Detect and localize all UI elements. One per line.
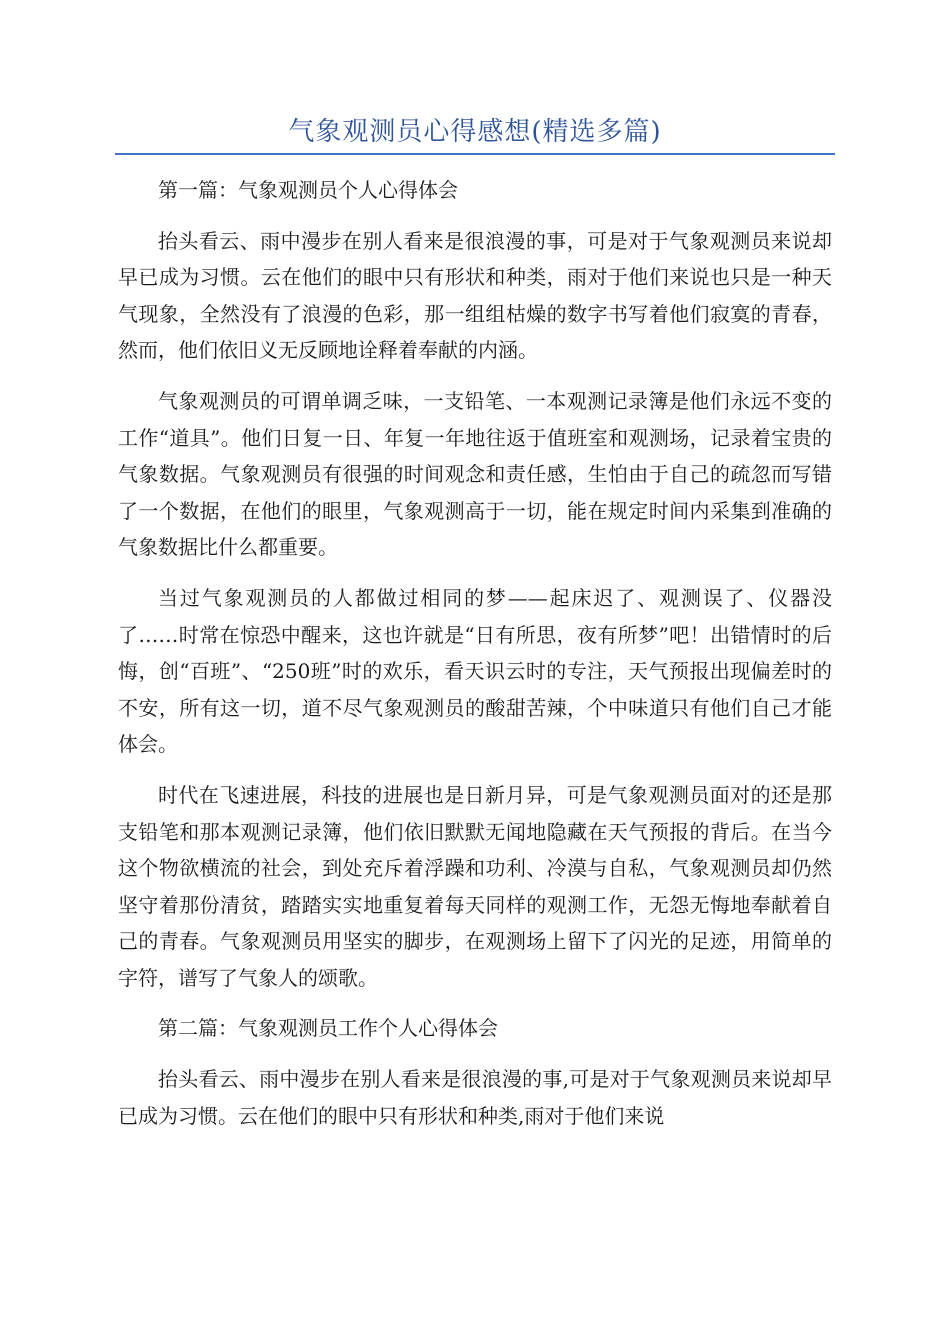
paragraph: 抬头看云、雨中漫步在别人看来是很浪漫的事,可是对于气象观测员来说却早已成为习惯。云在他们的眼中只有形状和种类,雨对于他们来说: [118, 1067, 832, 1128]
section-heading-1: 第一篇：气象观测员个人心得体会: [158, 178, 458, 202]
document-title: 气象观测员心得感想(精选多篇): [288, 117, 662, 147]
paragraph: 抬头看云、雨中漫步在别人看来是很浪漫的事，可是对于气象观测员来说却早已成为习惯。云在他们的眼中只有形状和种类，雨对于他们来说也只是一种天气现象，全然没有了浪漫的色彩，那一组组枯燥的数字书写着他们寂寞的青春，然而，他们依旧义无反顾地诠释着奉献的内涵。: [118, 228, 832, 363]
paragraph: 当过气象观测员的人都做过相同的梦——起床迟了、观测误了、仪器没了……时常在惊恐中醒来，这也许就是“日有所思，夜有所梦”吧！出错情时的后悔，创“百班”、“250班”时的欢乐，看天识云时的专注，天气预报出现偏差时的不安，所有这一切，道不尽气象观测员的酸甜苦辣，个中味道只有他们自己才能体会。: [118, 585, 832, 757]
document-body: [118, 172, 832, 1148]
section-heading-2: 第二篇：气象观测员工作个人心得体会: [158, 1016, 498, 1041]
title-underline: [115, 153, 835, 155]
paragraph: 气象观测员的可谓单调乏味，一支铅笔、一本观测记录簿是他们永远不变的工作“道具”。他们日复一日、年复一年地往返于值班室和观测场，记录着宝贵的气象数据。气象观测员有很强的时间观念和责任感，生怕由于自己的疏忽而写错了一个数据，在他们的眼里，气象观测高于一切，能在规定时间内采集到准确的气象数据比什么都重要。: [118, 388, 832, 560]
paragraph: 时代在飞速进展，科技的进展也是日新月异，可是气象观测员面对的还是那支铅笔和那本观测记录簿，他们依旧默默无闻地隐藏在天气预报的背后。在当今这个物欲横流的社会，到处充斥着浮躁和功利、冷漠与自私，气象观测员却仍然坚守着那份清贫，踏踏实实地重复着每天同样的观测工作，无怨无悔地奉献着自己的青春。气象观测员用坚实的脚步，在观测场上留下了闪光的足迹，用简单的字符，谱写了气象人的颂歌。: [118, 782, 832, 990]
